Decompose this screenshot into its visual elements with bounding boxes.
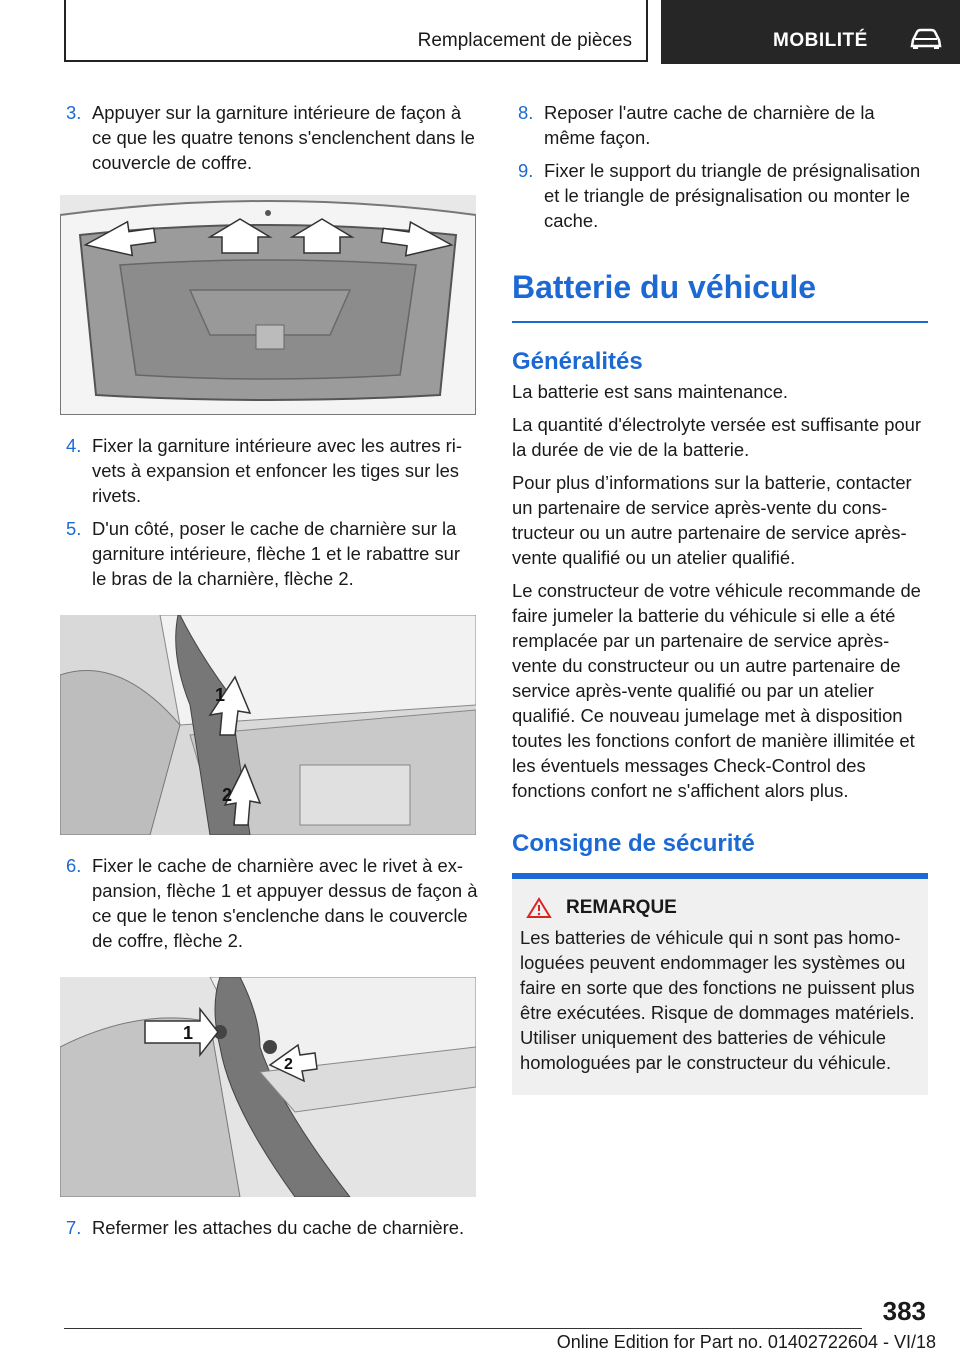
arrow-label-2: 2	[222, 785, 233, 805]
page-number: 383	[882, 1296, 926, 1326]
step-text: Appuyer sur la garniture intérieure de façon à ce que les quatre tenons s'enclenchent dans le couvercle de coffre.	[92, 102, 475, 173]
warning-icon	[526, 897, 552, 919]
step-9	[512, 158, 928, 233]
step-8	[512, 100, 928, 150]
footer-rule	[64, 1328, 862, 1329]
expansion-rivet-illustration	[60, 977, 476, 1197]
subsection-heading-general: Généralités	[512, 348, 643, 375]
step-number: 8.	[518, 102, 534, 123]
note-text: Les batteries de véhicule qui n sont pas homologuées peuvent endommager les systèmes ou faire en sorte que des fonctions ne puissent plus être exécutées. Risque de dommages matériels. Utiliser uniquement des batteries de véhicule homologuées par le constructeur du véhicule.	[520, 927, 915, 1073]
step-text: Fixer le cache de charnière avec le rivet à expansion, flèche 1 et appuyer dessus de façon à ce que le tenon s'enclenche dans le couvercle de coffre, flèche 2.	[92, 855, 478, 951]
step-text: D'un côté, poser le cache de charnière sur la garniture intérieure, flèche 1 et le rabattre sur le bras de la charnière, flèche 2.	[92, 518, 461, 589]
trunk-lid-illustration	[60, 195, 476, 415]
hinge-cover-illustration	[60, 615, 476, 835]
chapter-tab	[661, 0, 960, 64]
step-text: Fixer la garniture intérieure avec les autres rivets à expansion et enfoncer les tiges sur les rivets.	[92, 435, 463, 506]
arrow-label-1: 1	[215, 685, 226, 705]
section-heading: Batterie du véhicule	[512, 267, 928, 323]
step-text: Fixer le support du triangle de présignalisation et le triangle de présignalisation ou monter le cache.	[544, 160, 921, 231]
section-title: Remplacement de pièces	[417, 30, 632, 51]
step-6	[60, 853, 478, 953]
note-box	[512, 879, 928, 1095]
step-number: 5.	[66, 518, 82, 539]
arrow-label-2: 2	[284, 1056, 293, 1073]
step-7	[60, 1215, 478, 1240]
step-number: 6.	[66, 855, 82, 876]
paragraph: La quantité d'électrolyte versée est suffisante pour la durée de vie de la batterie.	[512, 414, 922, 460]
car-icon	[909, 28, 943, 50]
step-4	[60, 433, 478, 508]
page-header	[64, 0, 960, 64]
section-tab	[64, 0, 648, 62]
paragraph: La batterie est sans maintenance.	[512, 381, 789, 402]
step-text: Reposer l'autre cache de charnière de la même façon.	[544, 102, 875, 148]
step-text: Refermer les attaches du cache de charnière.	[92, 1217, 465, 1238]
note-title: REMARQUE	[566, 897, 677, 918]
footer-text: Online Edition for Part no. 01402722604 - VI/18	[556, 1332, 936, 1352]
step-number: 4.	[66, 435, 82, 456]
step-number: 3.	[66, 102, 82, 123]
left-column	[60, 100, 478, 1248]
paragraph: Le constructeur de votre véhicule recommande de faire jumeler la batterie du véhicule si elle a été remplacée par un partenaire de service après-vente du constructeur ou un autre partenaire de service après-vente qualifié ou par un atelier qualifié. Ce nouveau jumelage met à disposition toutes les fonctions confort de manière illimitée et les éventuels messages Check-Control des fonctions confort ne s'affichent alors plus.	[512, 580, 921, 801]
right-column	[512, 100, 928, 1095]
arrow-label-1: 1	[183, 1023, 194, 1043]
step-number: 9.	[518, 160, 534, 181]
note-header	[520, 897, 920, 919]
subsection-heading-safety: Consigne de sécurité	[512, 830, 755, 857]
step-number: 7.	[66, 1217, 82, 1238]
chapter-title: MOBILITÉ	[773, 30, 868, 51]
step-5	[60, 516, 478, 591]
paragraph: Pour plus d’informations sur la batterie, contacter un partenaire de service après-vente du constructeur ou un autre partenaire de service après-vente qualifié ou un atelier qualifié.	[512, 472, 912, 568]
step-3	[60, 100, 478, 175]
